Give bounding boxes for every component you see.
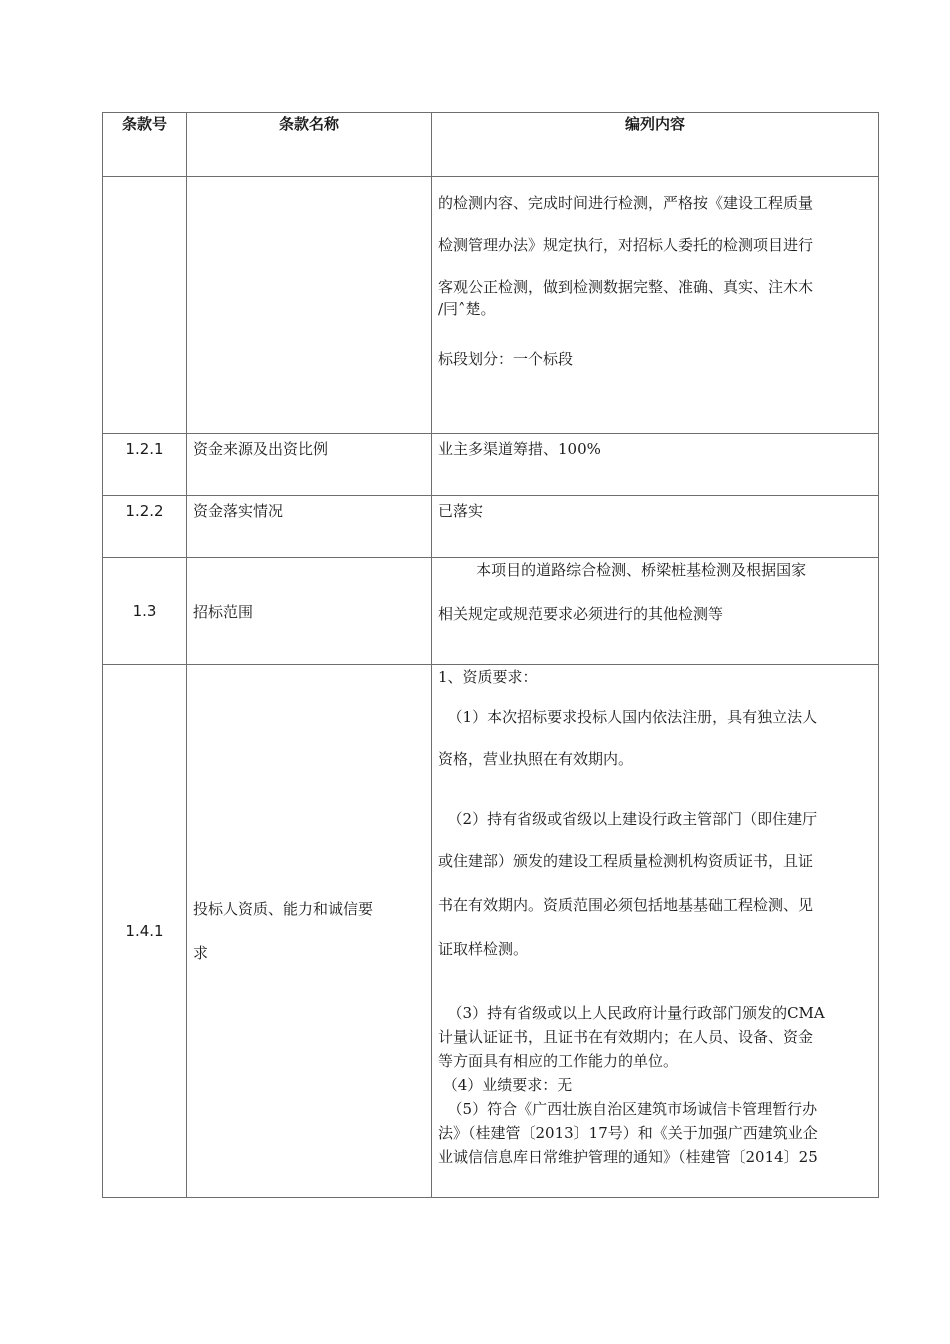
content-line: 书在有效期内。资质范围必须包括地基基础工程检测、见 [438, 896, 814, 914]
content-line: （5）符合《广西壮族自治区建筑市场诚信卡管理暂行办 [438, 1100, 818, 1118]
table-row [103, 434, 879, 496]
table-row [103, 558, 879, 665]
table-row [103, 665, 879, 1198]
table-row [103, 177, 879, 434]
header-content: 编列内容 [432, 113, 879, 177]
clause-no-cell: 1.2.2 [103, 496, 187, 558]
content-line: 1、资质要求： [438, 668, 538, 686]
content-cell [432, 665, 879, 1198]
content-line: （3）持有省级或以上人民政府计量行政部门颁发的CMA [438, 1004, 825, 1022]
table-row [103, 496, 879, 558]
content-line: 本项目的道路综合检测、桥梁桩基检测及根据国家 [438, 561, 807, 579]
clause-no-cell: 1.3 [103, 558, 187, 665]
content-line: 资格，营业执照在有效期内。 [438, 750, 634, 768]
content-line: 等方面具有相应的工作能力的单位。 [438, 1052, 679, 1070]
content-cell [432, 177, 879, 434]
clause-name-cell: 资金来源及出资比例 [187, 434, 432, 496]
content-line: 业诚信信息库日常维护管理的通知》（桂建管〔2014〕25 [438, 1148, 818, 1166]
clause-name-cell [187, 665, 432, 1198]
clause-no-cell [103, 177, 187, 434]
clause-no-cell: 1.2.1 [103, 434, 187, 496]
content-line: 法》（桂建管〔2013〕17号）和《关于加强广西建筑业企 [438, 1124, 818, 1142]
content-line: （4）业绩要求：无 [438, 1076, 573, 1094]
content-line: /冃˄楚。 [438, 300, 496, 318]
table-header-row [103, 113, 879, 177]
clause-name-cell: 招标范围 [187, 558, 432, 665]
content-line: 的检测内容、完成时间进行检测，严格按《建设工程质量 [438, 194, 814, 212]
content-line: （2）持有省级或省级以上建设行政主管部门（即住建厅 [438, 810, 818, 828]
clause-name-line: 投标人资质、能力和诚信要 [193, 900, 374, 918]
content-cell: 已落实 [432, 496, 879, 558]
clause-table [102, 112, 879, 1198]
content-cell [432, 558, 879, 665]
content-line: 证取样检测。 [438, 940, 529, 958]
content-cell: 业主多渠道筹措、100% [432, 434, 879, 496]
content-line: 计量认证证书，且证书在有效期内；在人员、设备、资金 [438, 1028, 814, 1046]
content-line: 标段划分：一个标段 [438, 350, 574, 368]
clause-no-cell: 1.4.1 [103, 665, 187, 1198]
header-clause-name: 条款名称 [187, 113, 432, 177]
header-clause-no: 条款号 [103, 113, 187, 177]
content-line: 相关规定或规范要求必须进行的其他检测等 [438, 605, 724, 623]
clause-name-cell [187, 177, 432, 434]
content-line: 或住建部）颁发的建设工程质量检测机构资质证书，且证 [438, 852, 814, 870]
content-line: 检测管理办法》规定执行，对招标人委托的检测项目进行 [438, 236, 814, 254]
content-line: 客观公正检测，做到检测数据完整、准确、真实、注木木 [438, 278, 814, 296]
content-line: （1）本次招标要求投标人国内依法注册，具有独立法人 [438, 708, 818, 726]
clause-name-cell: 资金落实情况 [187, 496, 432, 558]
clause-name-line: 求 [193, 944, 209, 962]
